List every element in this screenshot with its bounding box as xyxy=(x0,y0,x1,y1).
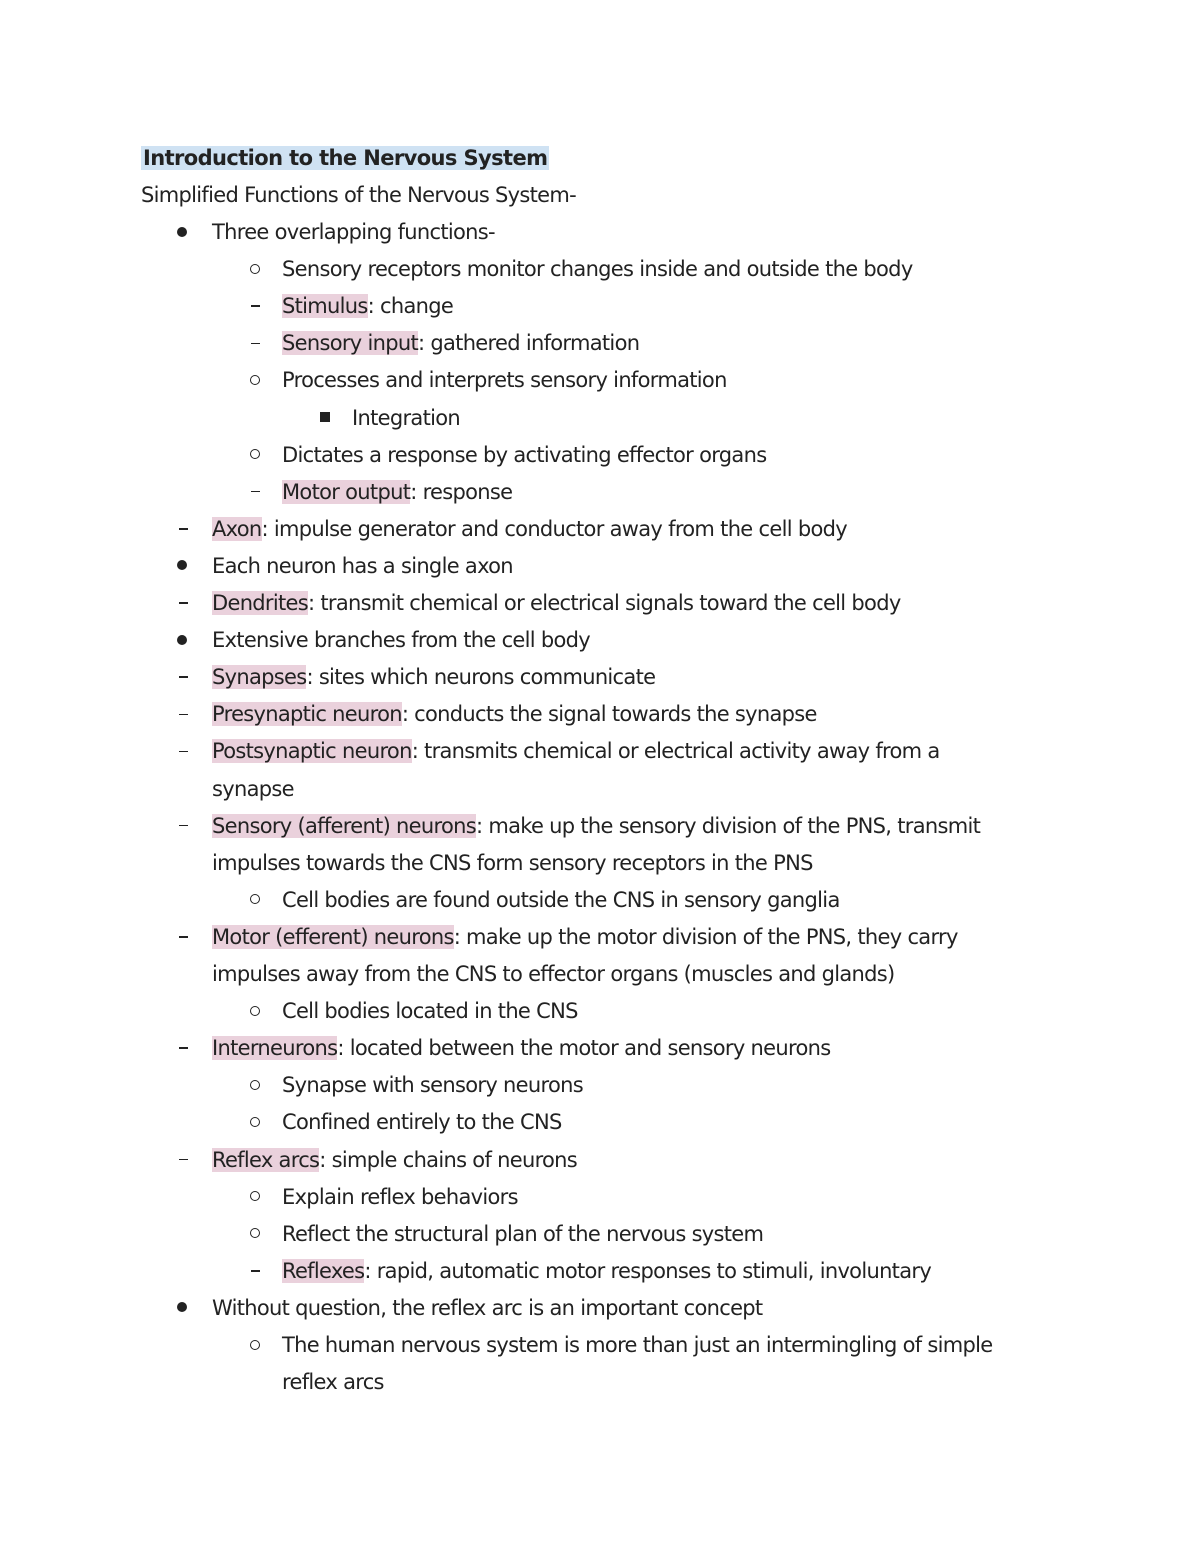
list-item-text: : conducts the signal towards the synapse xyxy=(401,702,817,727)
list-item xyxy=(282,362,727,399)
highlighted-term: Stimulus xyxy=(282,294,368,319)
list-item-text: : located between the motor and sensory neurons xyxy=(337,1036,831,1061)
list-item xyxy=(282,993,578,1030)
list-item-text: Each neuron has a single axon xyxy=(212,553,513,578)
dash-bullet-icon xyxy=(173,659,193,696)
dash-bullet-icon-glyph xyxy=(179,1047,188,1049)
list-item xyxy=(282,1179,518,1216)
hollow-bullet-icon-glyph xyxy=(250,1191,260,1201)
list-item-text: : change xyxy=(367,294,454,319)
dash-bullet-icon-glyph xyxy=(179,714,188,716)
dash-bullet-icon-glyph xyxy=(179,602,188,604)
hollow-bullet-icon xyxy=(245,882,265,919)
dash-bullet-icon-glyph xyxy=(251,491,260,493)
dash-bullet-icon-glyph xyxy=(251,343,260,345)
list-item xyxy=(212,622,590,659)
hollow-bullet-icon-glyph xyxy=(250,894,260,904)
list-item-text: Reflect the structural plan of the nervous system xyxy=(282,1221,764,1246)
list-item xyxy=(212,548,513,585)
list-item-text: Explain reflex behaviors xyxy=(282,1184,518,1209)
list-item-text: Confined entirely to the CNS xyxy=(282,1110,562,1135)
list-item-text: : rapid, automatic motor responses to stimuli, involuntary xyxy=(364,1258,932,1283)
dash-bullet-icon-glyph xyxy=(251,305,260,307)
list-item xyxy=(212,511,847,548)
list-item-text: Processes and interprets sensory information xyxy=(282,368,727,393)
list-item xyxy=(282,251,913,288)
document-subtitle: Simplified Functions of the Nervous System- xyxy=(141,183,577,207)
hollow-bullet-icon-glyph xyxy=(250,1228,260,1238)
highlighted-term: Sensory input xyxy=(282,331,419,356)
bullet-icon xyxy=(172,548,192,585)
dash-bullet-icon xyxy=(173,733,193,770)
list-item-text: The human nervous system is more than just an intermingling of simple xyxy=(282,1333,993,1357)
dash-bullet-icon-glyph xyxy=(179,825,188,827)
dash-bullet-icon-glyph xyxy=(179,751,188,753)
list-item-text: : sites which neurons communicate xyxy=(306,665,656,690)
list-item xyxy=(282,1104,562,1141)
list-item-text: Integration xyxy=(352,405,461,430)
bullet-icon-glyph xyxy=(177,227,187,237)
dash-bullet-icon xyxy=(245,474,265,511)
list-item xyxy=(282,474,512,511)
list-item-text: Dictates a response by activating effector organs xyxy=(282,442,767,467)
bullet-icon xyxy=(172,622,192,659)
list-item xyxy=(282,882,840,919)
list-item-text: : gathered information xyxy=(418,331,640,356)
dash-bullet-icon xyxy=(245,325,265,362)
dash-bullet-icon xyxy=(173,1030,193,1067)
hollow-bullet-icon xyxy=(245,1104,265,1141)
list-item-text: Extensive branches from the cell body xyxy=(212,628,591,653)
dash-bullet-icon xyxy=(245,1253,265,1290)
list-item-text: impulses towards the CNS form sensory receptors in the PNS xyxy=(212,850,813,875)
list-item xyxy=(282,1327,993,1364)
bullet-icon xyxy=(172,1290,192,1327)
list-item-text: Without question, the reflex arc is an important concept xyxy=(212,1295,763,1320)
list-item-text: : make up the motor division of the PNS, they carry xyxy=(453,924,958,949)
list-item xyxy=(282,1364,384,1401)
highlighted-term: Motor (efferent) neurons xyxy=(212,924,454,949)
list-item xyxy=(212,733,940,770)
highlighted-term: Motor output xyxy=(282,479,411,504)
highlighted-term: Interneurons xyxy=(212,1036,338,1061)
list-item xyxy=(212,214,495,251)
highlighted-term: Postsynaptic neuron xyxy=(212,739,412,764)
list-item-text: : impulse generator and conductor away from the cell body xyxy=(261,516,847,541)
list-item-text: impulses away from the CNS to effector organs (muscles and glands) xyxy=(212,962,895,986)
list-item xyxy=(282,1067,583,1104)
dash-bullet-icon-glyph xyxy=(179,1159,188,1161)
dash-bullet-icon xyxy=(173,585,193,622)
hollow-bullet-icon-glyph xyxy=(250,264,260,274)
hollow-bullet-icon-glyph xyxy=(250,1117,260,1127)
hollow-bullet-icon-glyph xyxy=(250,1080,260,1090)
list-item-text: Cell bodies are found outside the CNS in sensory ganglia xyxy=(282,887,840,912)
dash-bullet-icon-glyph xyxy=(179,528,188,530)
dash-bullet-icon-glyph xyxy=(179,936,188,938)
list-item xyxy=(212,659,655,696)
dash-bullet-icon xyxy=(173,511,193,548)
hollow-bullet-icon-glyph xyxy=(250,375,260,385)
bullet-icon xyxy=(172,214,192,251)
hollow-bullet-icon-glyph xyxy=(250,1006,260,1016)
list-item xyxy=(212,919,958,956)
list-item-text: Sensory receptors monitor changes inside and outside the body xyxy=(282,257,913,282)
hollow-bullet-icon xyxy=(245,437,265,474)
highlighted-term: Presynaptic neuron xyxy=(212,702,402,727)
list-item xyxy=(212,808,980,845)
hollow-bullet-icon xyxy=(245,362,265,399)
dash-bullet-icon-glyph xyxy=(251,1270,260,1272)
highlighted-term: Reflex arcs xyxy=(212,1147,320,1172)
square-bullet-icon xyxy=(315,400,335,437)
list-item-text: : response xyxy=(410,479,513,504)
hollow-bullet-icon xyxy=(245,1179,265,1216)
list-item xyxy=(282,1253,931,1290)
list-item-text: : transmit chemical or electrical signals toward the cell body xyxy=(308,591,901,615)
list-item xyxy=(212,696,817,733)
list-item-text: synapse xyxy=(212,776,294,801)
dash-bullet-icon xyxy=(173,696,193,733)
dash-bullet-icon xyxy=(245,288,265,325)
list-item-text: Three overlapping functions- xyxy=(212,220,495,244)
document-title: Introduction to the Nervous System xyxy=(143,146,548,170)
list-item xyxy=(212,1030,830,1067)
list-item xyxy=(212,845,813,882)
list-item-text: reflex arcs xyxy=(282,1370,384,1395)
list-item xyxy=(282,288,453,325)
square-bullet-icon-glyph xyxy=(320,412,330,422)
list-item-text: : make up the sensory division of the PNS, transmit xyxy=(475,813,981,838)
highlighted-term: Reflexes xyxy=(282,1258,365,1283)
highlighted-term: Dendrites xyxy=(212,591,308,615)
highlighted-term: Synapses xyxy=(212,665,307,690)
hollow-bullet-icon xyxy=(245,1327,265,1364)
list-item-text: : transmits chemical or electrical activity away from a xyxy=(411,739,940,764)
highlighted-term: Axon xyxy=(212,516,262,541)
hollow-bullet-icon-glyph xyxy=(250,449,260,459)
list-item xyxy=(212,771,294,808)
bullet-icon-glyph xyxy=(177,635,187,645)
dash-bullet-icon-glyph xyxy=(179,676,188,678)
dash-bullet-icon xyxy=(173,808,193,845)
bullet-icon-glyph xyxy=(177,1302,187,1312)
list-item xyxy=(352,400,460,437)
list-item-text: Cell bodies located in the CNS xyxy=(282,999,578,1024)
hollow-bullet-icon-glyph xyxy=(250,1340,260,1350)
list-item xyxy=(282,325,639,362)
highlighted-term: Sensory (afferent) neurons xyxy=(212,813,476,838)
list-item-text: : simple chains of neurons xyxy=(319,1147,578,1172)
dash-bullet-icon xyxy=(173,919,193,956)
hollow-bullet-icon xyxy=(245,251,265,288)
list-item-text: Synapse with sensory neurons xyxy=(282,1073,583,1098)
list-item xyxy=(282,437,766,474)
list-item xyxy=(212,1290,762,1327)
list-item xyxy=(282,1216,763,1253)
hollow-bullet-icon xyxy=(245,993,265,1030)
bullet-icon-glyph xyxy=(177,560,187,570)
list-item xyxy=(212,1142,577,1179)
hollow-bullet-icon xyxy=(245,1067,265,1104)
list-item xyxy=(212,956,894,993)
list-item xyxy=(212,585,901,622)
dash-bullet-icon xyxy=(173,1142,193,1179)
hollow-bullet-icon xyxy=(245,1216,265,1253)
